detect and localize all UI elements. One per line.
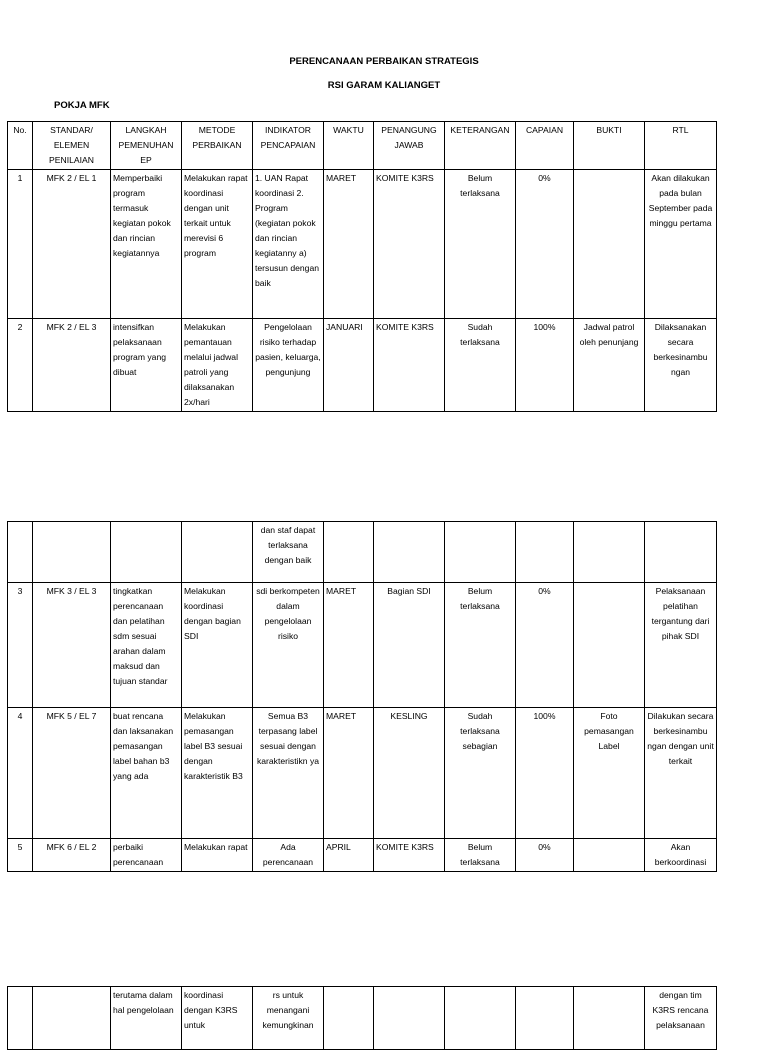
cell-langkah: buat rencana dan laksanakan pemasangan label bahan b3 yang ada	[111, 708, 182, 839]
cell-no: 1	[8, 170, 33, 319]
col-waktu: WAKTU	[324, 122, 374, 170]
cell-no: 4	[8, 708, 33, 839]
cell-no: 2	[8, 319, 33, 412]
cell-indikator: 1. UAN Rapat koordinasi 2. Program (kegiatan pokok dan rincian kegiatanny a) tersusun dengan baik	[253, 170, 324, 319]
table-row	[8, 170, 717, 319]
strategic-plan-table-page3	[7, 986, 717, 1050]
table-row-continued	[8, 987, 717, 1050]
cell-keterangan: Sudah terlaksana	[445, 319, 516, 412]
cell-bukti	[574, 583, 645, 708]
table-header-row	[8, 122, 717, 170]
cell-waktu: MARET	[324, 708, 374, 839]
table-row-continued	[8, 522, 717, 583]
strategic-plan-table-page1	[7, 121, 717, 412]
cell-standar: MFK 2 / EL 3	[33, 319, 111, 412]
cell-bukti: Jadwal patrol oleh penunjang	[574, 319, 645, 412]
cell-indikator: dan staf dapat terlaksana dengan baik	[253, 522, 324, 583]
document-title: PERENCANAAN PERBAIKAN STRATEGIS	[289, 56, 479, 67]
col-bukti: BUKTI	[574, 122, 645, 170]
cell-rtl: dengan tim K3RS rencana pelaksanaan	[645, 987, 717, 1050]
cell-waktu: MARET	[324, 170, 374, 319]
cell-keterangan: Belum terlaksana	[445, 839, 516, 872]
cell-metode: Melakukan rapat	[182, 839, 253, 872]
col-keterangan: KETERANGAN	[445, 122, 516, 170]
cell-standar: MFK 2 / EL 1	[33, 170, 111, 319]
cell-no: 3	[8, 583, 33, 708]
cell-penanggung-jawab: Bagian SDI	[374, 583, 445, 708]
cell-rtl: Pelaksanaan pelatihan tergantung dari pihak SDI	[645, 583, 717, 708]
cell-langkah: Memperbaiki program termasuk kegiatan pokok dan rincian kegiatannya	[111, 170, 182, 319]
cell-metode: Melakukan pemantauan melalui jadwal patroli yang dilaksanakan 2x/hari	[182, 319, 253, 412]
cell-keterangan: Belum terlaksana	[445, 583, 516, 708]
cell-standar: MFK 5 / EL 7	[33, 708, 111, 839]
cell-metode: Melakukan pemasangan label B3 sesuai dengan karakteristik B3	[182, 708, 253, 839]
col-capaian: CAPAIAN	[516, 122, 574, 170]
cell-bukti	[574, 839, 645, 872]
cell-indikator: sdi berkompeten dalam pengelolaan risiko	[253, 583, 324, 708]
col-metode: METODE PERBAIKAN	[182, 122, 253, 170]
cell-keterangan: Belum terlaksana	[445, 170, 516, 319]
table-row	[8, 583, 717, 708]
table-row	[8, 319, 717, 412]
col-standar: STANDAR/ ELEMEN PENILAIAN	[33, 122, 111, 170]
col-penanggung-jawab: PENANGUNG JAWAB	[374, 122, 445, 170]
cell-penanggung-jawab: KOMITE K3RS	[374, 170, 445, 319]
cell-capaian: 0%	[516, 839, 574, 872]
cell-capaian: 100%	[516, 319, 574, 412]
cell-penanggung-jawab: KESLING	[374, 708, 445, 839]
cell-langkah: terutama dalam hal pengelolaan	[111, 987, 182, 1050]
col-langkah: LANGKAH PEMENUHAN EP	[111, 122, 182, 170]
cell-no: 5	[8, 839, 33, 872]
cell-langkah: tingkatkan perencanaan dan pelatihan sdm sesuai arahan dalam maksud dan tujuan standar	[111, 583, 182, 708]
cell-metode: Melakukan rapat koordinasi dengan unit terkait untuk merevisi 6 program	[182, 170, 253, 319]
cell-indikator: Ada perencanaan	[253, 839, 324, 872]
col-indikator: INDIKATOR PENCAPAIAN	[253, 122, 324, 170]
cell-keterangan: Sudah terlaksana sebagian	[445, 708, 516, 839]
table-row	[8, 839, 717, 872]
cell-bukti: Foto pemasangan Label	[574, 708, 645, 839]
cell-langkah: perbaiki perencanaan	[111, 839, 182, 872]
col-rtl: RTL	[645, 122, 717, 170]
cell-waktu: MARET	[324, 583, 374, 708]
cell-standar: MFK 3 / EL 3	[33, 583, 111, 708]
cell-rtl: Akan dilakukan pada bulan September pada minggu pertama	[645, 170, 717, 319]
table-row	[8, 708, 717, 839]
cell-rtl: Dilaksanakan secara berkesinambu ngan	[645, 319, 717, 412]
cell-indikator: Semua B3 terpasang label sesuai dengan karakteristikn ya	[253, 708, 324, 839]
cell-standar: MFK 6 / EL 2	[33, 839, 111, 872]
cell-metode: koordinasi dengan K3RS untuk	[182, 987, 253, 1050]
cell-metode: Melakukan koordinasi dengan bagian SDI	[182, 583, 253, 708]
cell-waktu: JANUARI	[324, 319, 374, 412]
strategic-plan-table-page2	[7, 521, 717, 872]
cell-penanggung-jawab: KOMITE K3RS	[374, 319, 445, 412]
cell-bukti	[574, 170, 645, 319]
cell-capaian: 0%	[516, 583, 574, 708]
cell-capaian: 0%	[516, 170, 574, 319]
cell-rtl: Akan berkoordinasi	[645, 839, 717, 872]
cell-waktu: APRIL	[324, 839, 374, 872]
cell-indikator: Pengelolaan risiko terhadap pasien, keluarga, pengunjung	[253, 319, 324, 412]
cell-capaian: 100%	[516, 708, 574, 839]
cell-penanggung-jawab: KOMITE K3RS	[374, 839, 445, 872]
pokja-label: POKJA MFK	[54, 100, 110, 111]
cell-langkah: intensifkan pelaksanaan program yang dibuat	[111, 319, 182, 412]
hospital-name: RSI GARAM KALIANGET	[327, 80, 441, 91]
cell-indikator: rs untuk menangani kemungkinan	[253, 987, 324, 1050]
col-no: No.	[8, 122, 33, 170]
cell-rtl: Dilakukan secara berkesinambu ngan dengan unit terkait	[645, 708, 717, 839]
